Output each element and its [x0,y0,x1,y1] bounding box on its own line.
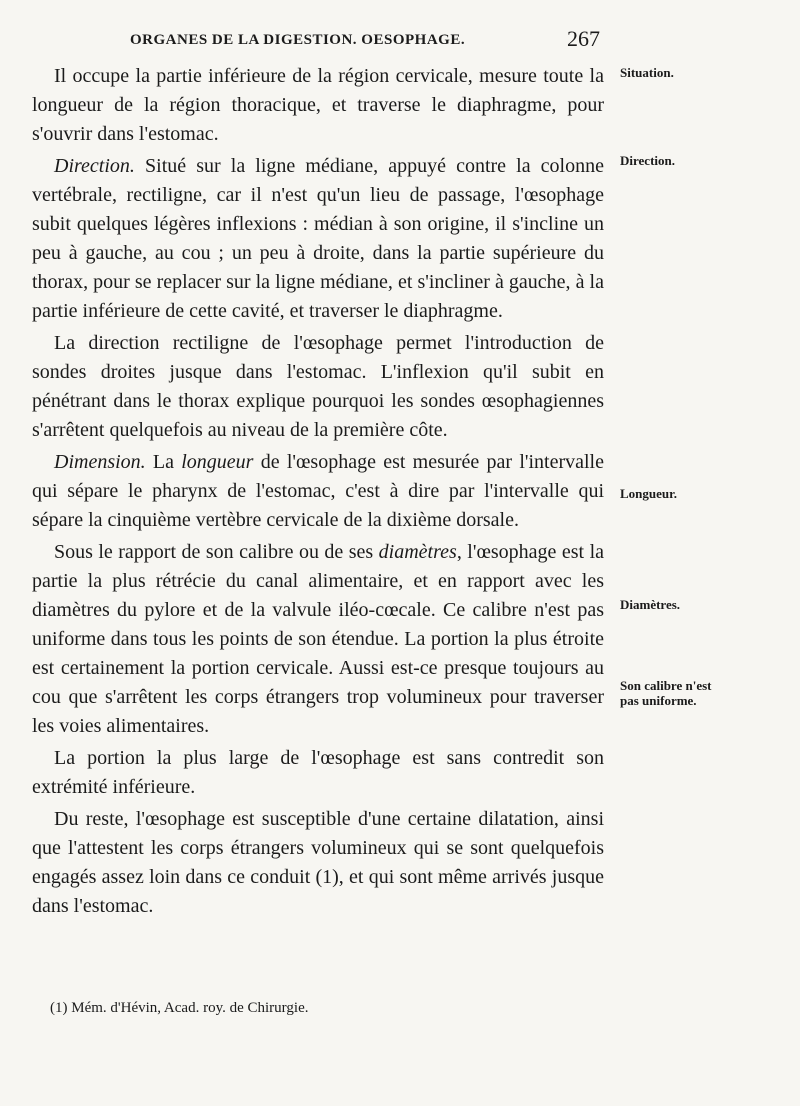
paragraph-dimension: Dimension. La longueur de l'œsophage est mesurée par l'intervalle qui sépare le pharynx de l'estomac, c'est à dire par l'intervalle qui sépare la cinquième vertèbre cervicale de la dixième dorsale. [32,451,604,531]
page-header [120,26,610,56]
margin-note-calibre: Son calibre n'est pas uniforme. [620,678,712,708]
margin-note-diametres: Diamètres. [620,597,681,612]
margin-note-direction: Direction. [620,153,675,168]
page-number: 267 [567,26,600,51]
running-title: ORGANES DE LA DIGESTION. OESOPHAGE. [130,32,466,48]
footnote: (1) Mém. d'Hévin, Acad. roy. de Chirurgie. [50,1000,309,1016]
heading-direction: Direction. [54,155,135,177]
margin-note-longueur: Longueur. [620,486,677,501]
paragraph-direction: Direction. Situé sur la ligne médiane, appuyé contre la colonne vertébrale, rectiligne, car il n'est qu'un lieu de passage, l'œsophage subit quelques légères inflexions : médian à son origine, il s'incline un peu à gauche, au cou ; un peu à droite, dans la partie supérieure du thorax, pour se replacer sur la ligne médiane, et s'incliner à gauche, à la partie inférieure de cette cavité, et traverser le diaphragme. [32,155,604,322]
heading-dimension: Dimension. [54,451,146,473]
paragraph-situation: Il occupe la partie inférieure de la région cervicale, mesure toute la longueur de la région thoracique, et traverse le diaphragme, pour s'ouvrir dans l'estomac. [32,65,604,145]
paragraph-diameters: Sous le rapport de son calibre ou de ses diamètres, l'œsophage est la partie la plus rétrécie du canal alimentaire, et en rapport avec les diamètres du pylore et de la valvule iléo-cœcale. Ce calibre n'est pas uniforme dans tous les points de son étendue. La portion la plus étroite est certainement la portion cervicale. Aussi est-ce presque toujours au cou que s'arrêtent les corps étrangers trop volumineux pour traverser les voies alimentaires. [32,541,604,737]
paragraph-dilatation: Du reste, l'œsophage est susceptible d'une certaine dilatation, ainsi que l'attestent les corps étrangers volumineux qui se sont quelquefois engagés assez loin dans ce conduit (1), et qui sont même arrivés jusque dans l'estomac. [32,808,604,917]
paragraph-widest-portion: La portion la plus large de l'œsophage est sans contredit son extrémité inférieure. [32,747,604,798]
main-text [32,62,604,921]
margin-note-situation: Situation. [620,65,674,80]
paragraph-direction-clinical: La direction rectiligne de l'œsophage permet l'introduction de sondes droites jusque dans l'estomac. L'inflexion qu'il subit en pénétrant dans le thorax explique pourquoi les sondes œsophagiennes s'arrêtent quelquefois au niveau de la première côte. [32,332,604,441]
